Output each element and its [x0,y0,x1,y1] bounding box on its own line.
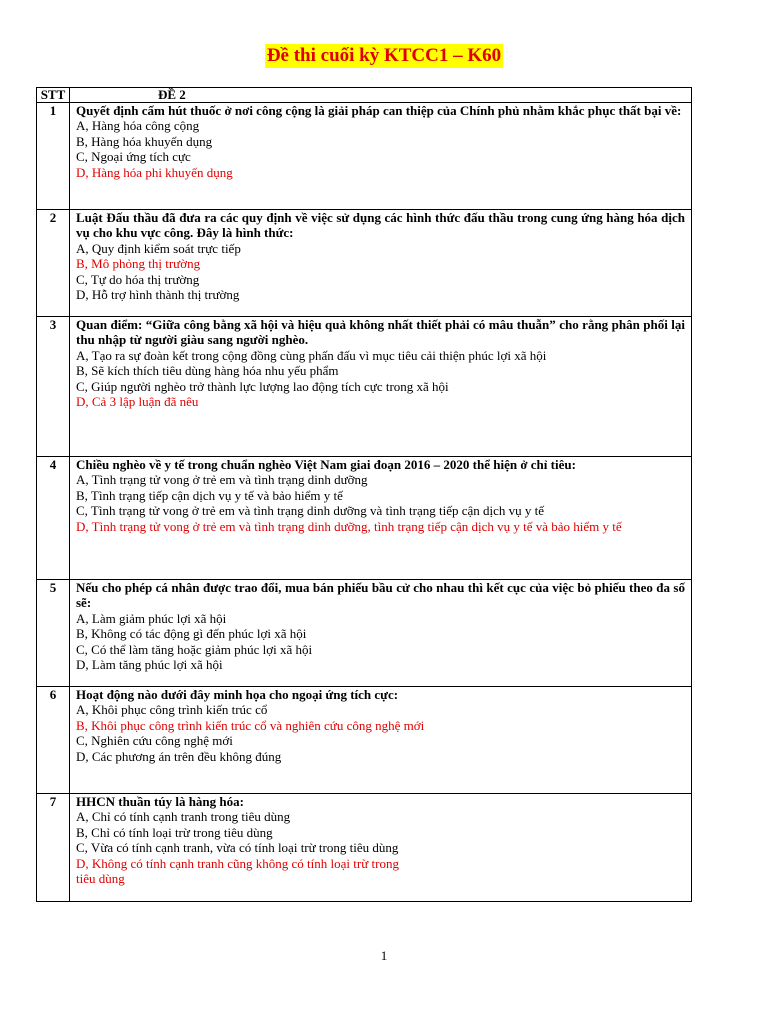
option-a: A, Làm giảm phúc lợi xã hội [76,610,227,626]
questions-body [37,103,692,902]
question-cell [70,457,692,580]
option-c: C, Tự do hóa thị trường [76,271,200,287]
option-b: B, Chỉ có tính loại trừ trong tiêu dùng [76,824,273,840]
question-cell [70,580,692,687]
question-row-2 [37,210,692,317]
option-a: A, Khôi phục công trình kiến trúc cổ [76,702,268,718]
option-d: D, Cả 3 lập luận đã nêu [76,394,199,410]
option-b: B, Tình trạng tiếp cận dịch vụ y tế và bảo hiểm y tế [76,487,343,503]
option-b: B, Mô phỏng thị trường [76,256,201,272]
question-text: Hoạt động nào dưới đây minh họa cho ngoại ứng tích cực: [76,687,399,702]
question-text: Quyết định cấm hút thuốc ở nơi công cộng là giải pháp can thiệp của Chính phủ nhằm khắc phục thất bại về: [76,103,682,118]
option-b: B, Sẽ kích thích tiêu dùng hàng hóa nhu yếu phẩm [76,363,339,379]
page-number: 1 [380,948,388,963]
exam-table [36,87,692,902]
question-cell [70,210,692,317]
question-text: Nếu cho phép cá nhân được trao đổi, mua bán phiếu bầu cử cho nhau thì kết cục của việc bỏ phiếu theo đa số sẽ: [76,580,685,611]
question-text: Quan điểm: “Giữa công bằng xã hội và hiệu quả không nhất thiết phải có mâu thuẫn” cho rằng phân phối lại thu nhập từ người giàu sang người nghèo. [76,317,685,348]
option-c: C, Ngoại ứng tích cực [76,149,191,165]
option-b: B, Hàng hóa khuyến dụng [76,133,213,149]
option-a: A, Tạo ra sự đoàn kết trong cộng đồng cùng phấn đấu vì mục tiêu cải thiện phúc lợi xã hội [76,347,547,363]
question-cell [70,794,692,902]
option-a: A, Tình trạng tử vong ở trẻ em và tình trạng dinh dưỡng [76,472,368,488]
question-number: 6 [37,687,70,794]
option-d: D, Tình trạng tử vong ở trẻ em và tình trạng dinh dưỡng, tình trạng tiếp cận dịch vụ y tế và bảo hiểm y tế [76,518,622,534]
option-c: C, Có thể làm tăng hoặc giảm phúc lợi xã hội [76,641,313,657]
question-cell [70,103,692,210]
option-a: A, Quy định kiểm soát trực tiếp [76,240,241,256]
question-text: Luật Đấu thầu đã đưa ra các quy định về việc sử dụng các hình thức đấu thầu trong cung ứng hàng hóa dịch vụ cho khu vực công. Đây là hình thức: [76,210,685,241]
option-a: A, Chỉ có tính cạnh tranh trong tiêu dùng [76,809,291,825]
question-row-6 [37,687,692,794]
option-b: B, Không có tác động gì đến phúc lợi xã hội [76,626,307,642]
option-a: A, Hàng hóa công cộng [76,118,200,134]
question-text: Chiều nghèo về y tế trong chuẩn nghèo Việt Nam giai đoạn 2016 – 2020 thể hiện ở chỉ tiêu: [76,457,576,472]
table-header-row [37,88,692,103]
option-d: D, Hàng hóa phi khuyến dụng [76,164,233,180]
question-cell [70,317,692,457]
question-number: 3 [37,317,70,457]
option-d: D, Các phương án trên đều không đúng [76,748,282,764]
option-c: C, Vừa có tính cạnh tranh, vừa có tính loại trừ trong tiêu dùng [76,840,399,856]
question-number: 7 [37,794,70,902]
question-number: 1 [37,103,70,210]
question-number: 5 [37,580,70,687]
option-d: D, Làm tăng phúc lợi xã hội [76,657,223,673]
option-d: D, Không có tính cạnh tranh cũng không có tính loại trừ trong tiêu dùng [76,855,399,887]
question-row-3 [37,317,692,457]
question-number: 4 [37,457,70,580]
page-title: Đề thi cuối kỳ KTCC1 – K60 [266,45,502,66]
question-row-5 [37,580,692,687]
option-d: D, Hỗ trợ hình thành thị trường [76,287,240,303]
title-wrapper [0,44,768,68]
question-row-4 [37,457,692,580]
question-cell [70,687,692,794]
question-row-1 [37,103,692,210]
question-text: HHCN thuần túy là hàng hóa: [76,794,244,809]
option-c: C, Tình trạng tử vong ở trẻ em và tình trạng dinh dưỡng và tình trạng tiếp cận dịch vụ y tế [76,503,545,519]
option-c: C, Nghiên cứu công nghệ mới [76,733,233,749]
question-number: 2 [37,210,70,317]
question-row-7 [37,794,692,902]
option-b: B, Khôi phục công trình kiến trúc cổ và nghiên cứu công nghệ mới [76,717,425,733]
option-c: C, Giúp người nghèo trở thành lực lượng lao động tích cực trong xã hội [76,378,449,394]
header-stt: STT [37,88,70,103]
header-de: ĐỀ 2 [70,88,692,103]
